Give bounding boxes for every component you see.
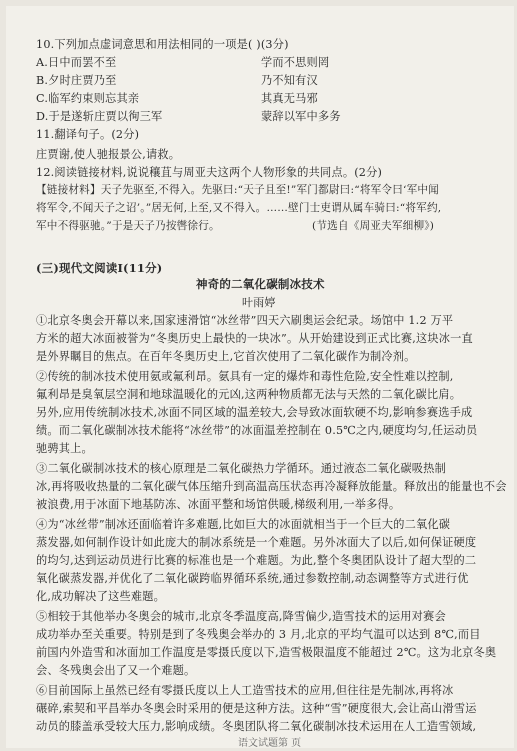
p5-line-2: 成功举办至关重要。特别是到了冬残奥会举办的 3 月,北京的平均气温可以达到 8℃,而目: [36, 628, 481, 641]
q10-stem: 10.下列加点虚词意思和用法相同的一项是( )(3分): [36, 38, 289, 51]
q12-material-line-2: 将军令,不闻天子之诏’。”居无何,上至,又不得入。……壁门士吏谓从属车骑曰:“将军约,: [36, 202, 442, 214]
p4-line-4: 氧化碳蒸发器,并优化了二氧化碳跨临界循环系统,通过参数控制,动态调整等方式进行优: [36, 572, 469, 585]
p1-line-3: 是外界瞩目的焦点。在百年冬奥历史上,它首次使用了二氧化碳作为制冷剂。: [36, 350, 416, 363]
q10-option-a-pair: 学而不思则罔: [261, 56, 330, 69]
p6-line-1: ⑥目前国际上虽然已经有零摄氏度以上人工造雪技术的应用,但往往是先制冰,再将冰: [36, 684, 454, 697]
q12-material-line-3: 军中不得驱驰。”于是天子乃按辔徐行。: [36, 220, 220, 232]
q11-sentence: 庄贾谢,使人驰报景公,请救。: [36, 148, 181, 161]
q12-stem: 12.阅读链接材料,说说穰苴与周亚夫这两个人物形象的共同点。(2分): [36, 166, 383, 179]
p2-line-3: 另外,应用传统制冰技术,冰面不同区域的温差较大,会导致冰面软硬不均,影响参赛选手成: [36, 406, 473, 419]
q10-option-d: D.于是遂斩庄贾以徇三军: [36, 110, 163, 123]
q12-material-line-1: 【链接材料】天子先驱至,不得入。先驱曰:“天子且至!”军门都尉曰:“将军令曰‘军中闻: [36, 184, 439, 196]
p4-line-1: ④为“冰丝带”制冰还面临着许多难题,比如巨大的冰面就相当于一个巨大的二氧化碳: [36, 518, 451, 531]
q10-option-c-pair: 其真无马邪: [261, 92, 318, 105]
q10-option-b: B.夕时庄贾乃至: [36, 74, 117, 87]
q10-option-b-pair: 乃不知有汉: [261, 74, 318, 87]
p1-line-2: 方米的超大冰面被誉为“冬奥历史上最快的一块冰”。从开始建设到正式比赛,这块冰一直: [36, 332, 473, 345]
p2-line-2: 氟利昂是臭氧层空洞和地球温暖化的元凶,这两种物质都无法与天然的二氧化碳比肩。: [36, 388, 462, 401]
p4-line-3: 的均匀,达到运动员进行比赛的标准也是一个难题。为此,整个冬奥团队设计了超大型的二: [36, 554, 477, 567]
p3-line-1: ③二氧化碳制冰技术的核心原理是二氧化碳热力学循环。通过液态二氧化碳吸热制: [36, 462, 446, 475]
q10-option-a: A.日中而罢不至: [36, 56, 117, 69]
article-title: 神奇的二氧化碳制冰技术: [196, 277, 325, 291]
article-author: 叶雨婷: [242, 296, 276, 309]
p5-line-1: ⑤相较于其他举办冬奥会的城市,北京冬季温度高,降雪偏少,造雪技术的运用对赛会: [36, 610, 446, 623]
p5-line-4: 会、冬残奥会出了又一个难题。: [36, 664, 196, 677]
p2-line-4: 绩。而二氧化碳制冰技术能将“冰丝带”的冰面温差控制在 0.5℃之内,硬度均匀,任运动员: [36, 424, 478, 437]
q12-source: (节选自《周亚夫军细柳》): [312, 220, 435, 232]
p6-line-3: 动员的膝盖承受较大压力,影响成绩。冬奥团队将二氧化碳制冰技术运用在人工造雪领域,: [36, 720, 477, 733]
p6-line-2: 碾碎,索契和平昌举办冬奥会时采用的便是这种方法。这种“雪”硬度很大,会让高山滑雪运: [36, 702, 477, 715]
p4-line-2: 蒸发器,如何制作设计如此庞大的制冰系统是一个难题。另外冰面大了以后,如何保证硬度: [36, 536, 477, 549]
p5-line-3: 前国内外造雪和冰面加工作温度是零摄氏度以下,造雪极限温度不能超过 2℃。这为北京冬奥: [36, 646, 497, 659]
p3-line-3: 被浪费,用于冰面下地基防冻、冰面平整和场馆供暖,梯级利用,一举多得。: [36, 498, 401, 511]
p1-line-1: ①北京冬奥会开幕以来,国家速滑馆“冰丝带”四天六刷奥运会纪录。场馆中 1.2 万平: [36, 314, 454, 327]
q10-option-c: C.临军约束则忘其亲: [36, 92, 140, 105]
section-heading: (三)现代文阅读Ⅰ(11分): [36, 261, 163, 275]
p4-line-5: 化,成功解决了这些难题。: [36, 590, 166, 603]
page-footer: 语文试题第 页: [238, 738, 302, 748]
p3-line-2: 冰,再将吸收热量的二氧化碳气体压缩升到高温高压状态再冷凝释放能量。释放出的能量也不会: [36, 480, 507, 493]
q10-option-d-pair: 蒙辞以军中多务: [261, 110, 341, 123]
exam-page: [6, 6, 514, 748]
p2-line-1: ②传统的制冰技术使用氨或氟利昂。氨具有一定的爆炸和毒性危险,安全性难以控制,: [36, 370, 454, 383]
p2-line-5: 驰骋其上。: [36, 442, 93, 455]
q11-stem: 11.翻译句子。(2分): [36, 128, 140, 141]
